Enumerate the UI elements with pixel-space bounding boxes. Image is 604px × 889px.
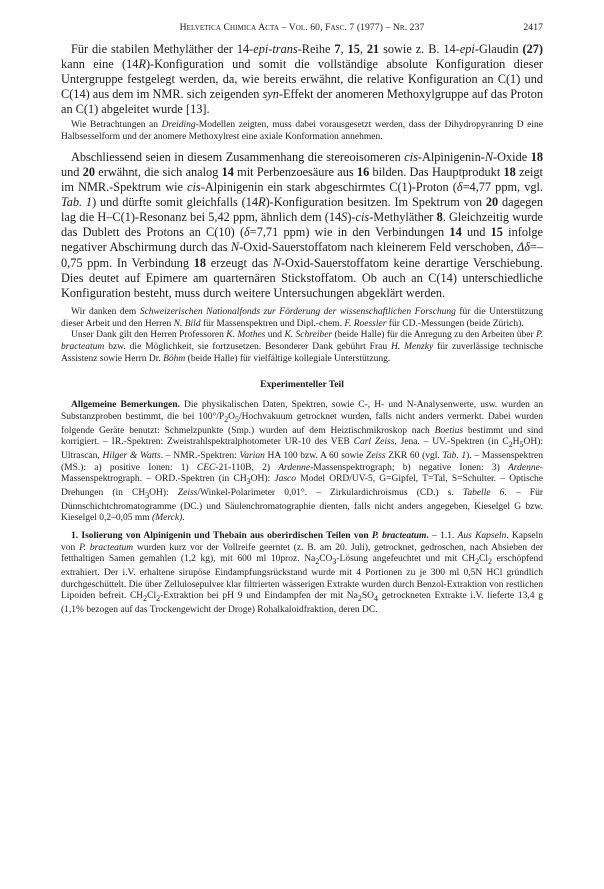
paragraph-n-oxides: Abschliessend seien in diesem Zusammenhang die stereoisomeren cis-Alpinigenin-N-Oxide 18 und 20 erwähnt, die sich analog 14 mit Perbenzoesäure aus 16 bilden. Das Hauptprodukt 18 zeigt im NMR.-Spektrum wie cis-Alpinigenin ein stark abgeschirmtes C(1)-Proton (δ=4,77 ppm, vgl. Tab. 1) und dürfte somit gleichfalls (14R)-Konfiguration besitzen. Im Spektrum von 20 dagegen lag die H–C(1)-Resonanz bei 5,42 ppm, ähnlich dem (14S)-cis-Methyläther 8. Gleichzeitig wurde das Dublett des Protons an C(10) (δ=7,71 ppm) wie in den Verbindungen 14 und 15 infolge negativer Abschirmung durch das N-Oxid-Sauerstoffatom nach kleinerem Feld verschoben, Δδ=–0,75 ppm. In Verbindung 18 erzeugt das N-Oxid-Sauerstoffatom keine derartige Verschiebung. Dies deutet auf Epimere am quarternären Stickstoffatom. Ob auch an C(14) unterschiedliche Konfiguration besteht, muss durch weitere Untersuchungen abgeklärt werden. [61,149,544,300]
acknowledgement-zurich: Wir danken dem Schweizerischen Nationalfonds zur Förderung der wissenschaftlichen Forschung für die Unterstützung dieser Arbeit und den Herren N. Bild für Massenspektren und Dipl.-chem. F. Roessler für CD.-Messungen (beide Zürich). [61,306,543,329]
page-number: 2417 [523,22,543,33]
note-dreiding-models: Wie Betrachtungen an Dreiding-Modellen zeigten, muss dabei vorausgesetzt werden, dass der Dihydropyranring D eine Halbsesselform und der anomere Methoxylrest eine axiale Konformation annehmen. [61,120,543,143]
acknowledgement-halle: Unser Dank gilt den Herren Professoren K. Mothes und K. Schreiber (beide Halle) für die Anregung zu den Arbeiten über P. bracteatum bzw. die Möglichkeit, sie fortzusetzen. Besonderer Dank gebührt Frau H. Menzky für zuverlässige technische Assistenz sowie Herrn Dr. Böhm (beide Halle) für vielfältige kollegiale Unterstützung. [61,330,544,364]
running-header [61,22,543,36]
document-page [61,22,543,617]
journal-citation: Helvetica Chimica Acta – Vol. 60, Fasc. 7 (1977) – Nr. 237 [179,22,425,33]
section-heading-experimental: Experimenteller Teil [260,379,344,391]
paragraph-absolute-configuration: Für die stabilen Methyläther der 14-epi-trans-Reihe 7, 15, 21 sowie z. B. 14-epi-Glaudin (27) kann eine (14R)-Konfiguration und somit die vollständige absolute Konfiguration dieser Untergruppe festgelegt werden, da, wie bereits erwähnt, die relative Konfiguration an C(1) und C(14) aus dem im NMR. sich zeigenden syn-Effekt der anomeren Methoxylgruppe auf das Proton an C(1) abgeleitet wurde [13]. [61,42,544,117]
paragraph-general-remarks: Allgemeine Bemerkungen. Die physikalischen Daten, Spektren, sowie C-, H- und N-Analysenwerte, usw. wurden an Substanzproben bestimmt, die bei $100^\circ/P_2O_5$/Hochvakuum getrocknet wurden, falls nicht anders vermerkt. Dabei wurden folgende Geräte benutzt: Schmelzpunkte (Smp.) wurden auf dem Heiztischmikroskop nach Boetius bestimmt und sind korrigiert. – IR.-Spektren: Zweistrahlspektralphotometer UR-10 des VEB Carl Zeiss, Jena. – UV.-Spektren (in $C_2H_5OH$): Ultrascan, Hilger & Watts. – NMR.-Spektren: Varian HA 100 bzw. A 60 sowie Zeiss ZKR 60 (vgl. Tab. 1). – Massenspektren (MS.): a) positive Ionen: 1) CEC-21-110B, 2) Ardenne-Massenspektrograph; b) negative Ionen: 3) Ardenne-Massenspektrograph. – ORD.-Spektren (in $CH_3OH$): Jasco Model ORD/UV-5, G=Gipfel, T=Tal, S=Schulter. – Optische Drehungen (in $CH_3OH$): Zeiss/Winkel-Polarimeter 0,01°. – Zirkulardichroismus (CD.) s. Tabelle 6. – Für Dünnschichtchromatogramme (DC.) und Säulenchromatographie dienten, falls nicht anders angegeben, Kieselgel G bzw. Kieselgel 0,2–0,05 mm (Merck). [61,400,544,524]
paragraph-isolation: 1. Isolierung von Alpinigenin und Thebain aus oberirdischen Teilen von P. bracteatum. – 1.1. Aus Kapseln. Kapseln von P. bracteatum wurden kurz vor der Vollreife geerntet (z. B. am 20. Juli), getrocknet, gedroschen, nach Absieben der fetthaltigen Samen gemahlen (1,2 kg), mit 600 ml 10proz. $Na_2CO_3$-Lösung angefeuchtet und mit $CH_2Cl_2$ erschöpfend extrahiert. Der i.V. erhaltene sirupöse Eindampfungsrückstand wurde mit 4 Portionen zu je 300 ml 0,5N HCl gründlich durchgeschüttelt. Die über Zellulosepulver klar filtrierten wässerigen Extrakte wurden durch Benzol-Extraktion von restlichen Lipoiden befreit. $CH_2Cl_2$-Extraktion bei pH 9 und Eindampfen der mit $Na_2SO_4$ getrockneten Extrakte i.V. lieferte 13,4 g (1,1% bezogen auf das Trockengewicht der Droge) Rohalkaloidfraktion, deren DC. [61,530,543,615]
